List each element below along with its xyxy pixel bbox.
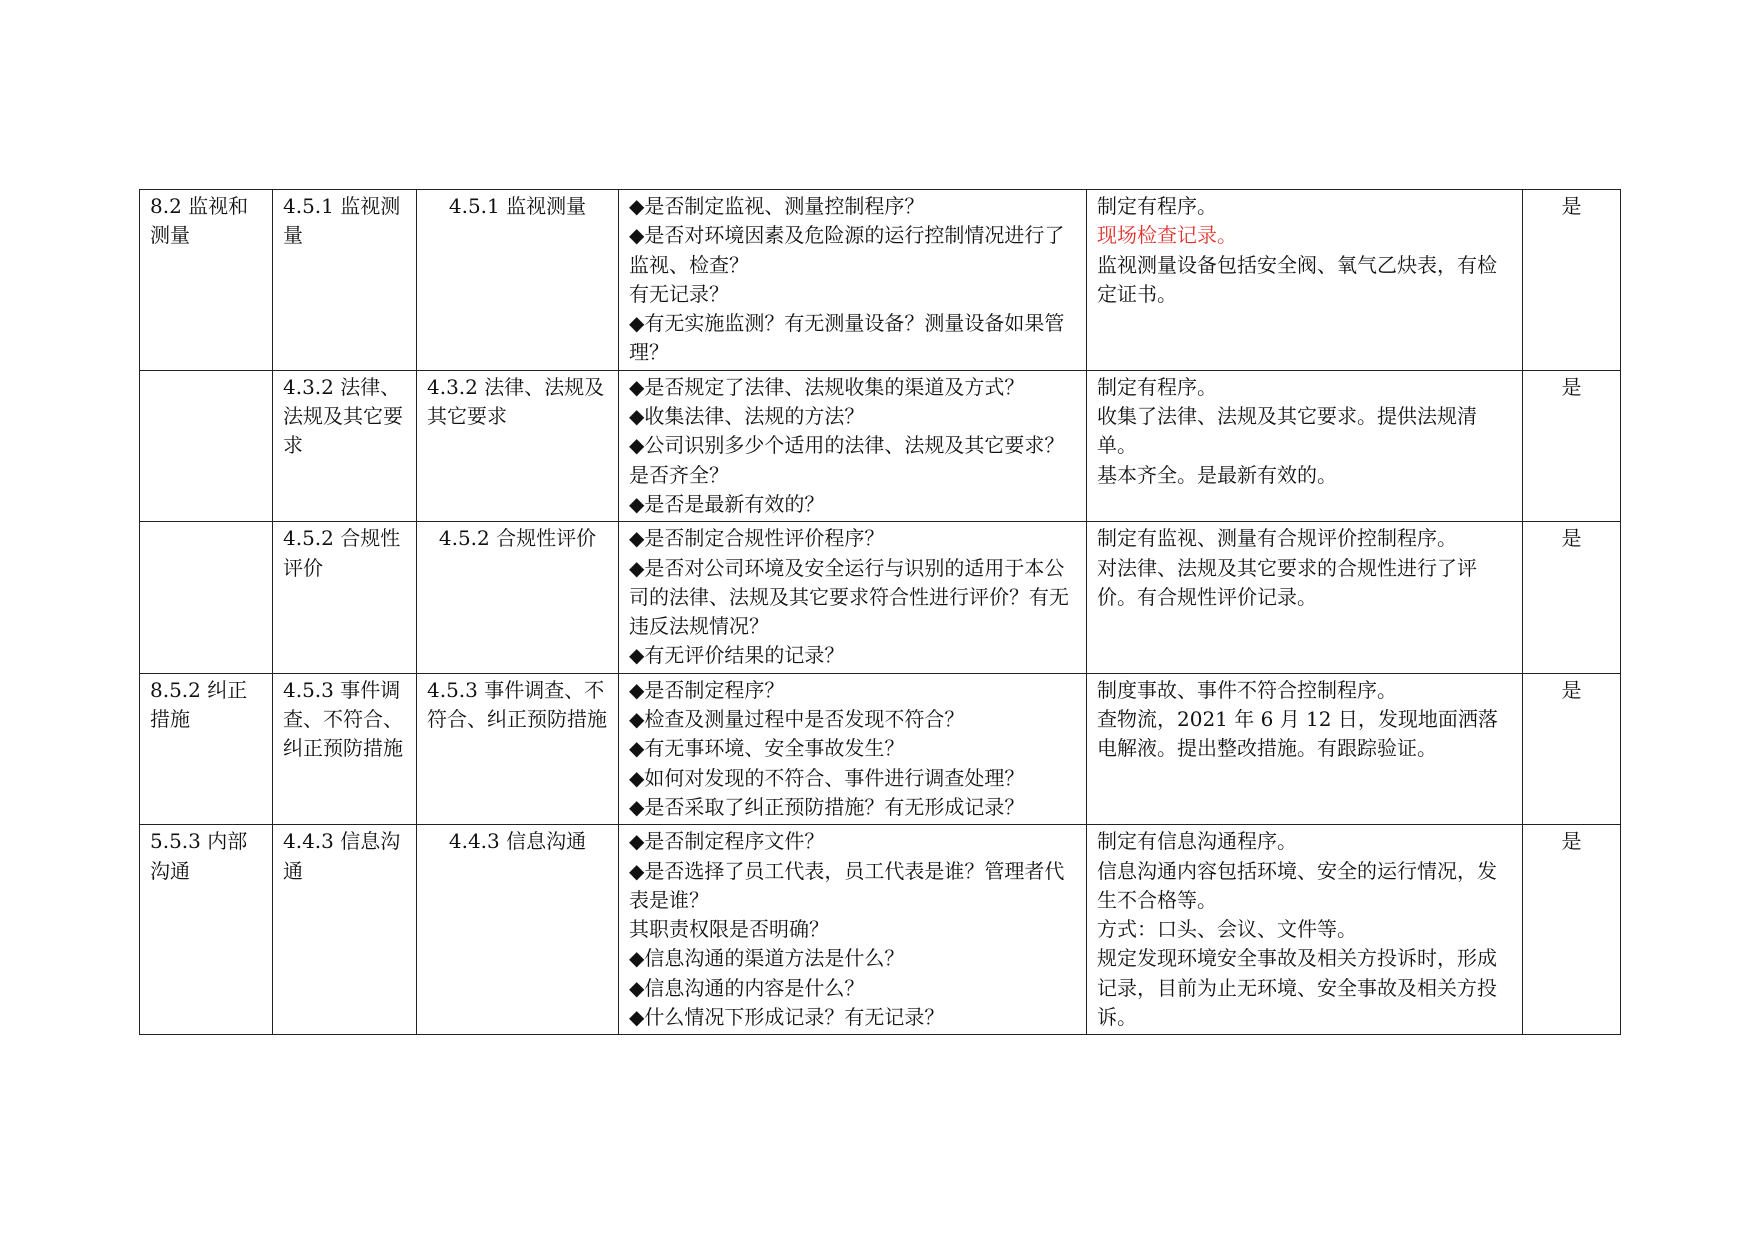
result-cell: 是 (1523, 190, 1621, 371)
standard-clause-cell (273, 370, 417, 521)
standard-clause-cell (273, 522, 417, 673)
result-cell: 是 (1523, 522, 1621, 673)
question-line: ◆是否制定监视、测量控制程序？ (629, 194, 925, 218)
question-line: 其职责权限是否明确？ (629, 917, 829, 942)
question-line: ◆是否制定程序文件？ (629, 829, 825, 854)
question-line: ◆是否是最新有效的？ (629, 491, 825, 516)
finding-line: 制定有信息沟通程序。 (1097, 829, 1297, 854)
standard-clause-cell (273, 825, 417, 1035)
question-line: ◆如何对发现的不符合、事件进行调查处理？ (629, 765, 1025, 790)
finding-line: 收集了法律、法规及其它要求。提供法规清单。 (1097, 404, 1477, 458)
clause-cell (140, 522, 273, 673)
standard-clause-text: 4.5.2 合规性评价 (283, 526, 401, 580)
questions-cell (619, 190, 1087, 371)
audit-item-cell (417, 825, 619, 1035)
finding-line: 查物流，2021 年 6 月 12 日，发现地面洒落电解液。提出整改措施。有跟踪验证。 (1097, 707, 1498, 761)
result-cell: 是 (1523, 673, 1621, 824)
questions-cell (619, 522, 1087, 673)
clause-cell (140, 370, 273, 521)
table-row (140, 825, 1621, 1035)
finding-line: 对法律、法规及其它要求的合规性进行了评价。有合规性评价记录。 (1097, 555, 1477, 609)
question-line: ◆是否对环境因素及危险源的运行控制情况进行了监视、检查？ (629, 223, 1065, 277)
question-line: ◆信息沟通的内容是什么？ (629, 975, 865, 1000)
findings-cell (1087, 190, 1523, 371)
question-line: ◆有无实施监测？有无测量设备？测量设备如果管理？ (629, 311, 1065, 365)
clause-text: 8.2 监视和测量 (150, 194, 249, 248)
audit-item-text: 4.5.3 事件调查、不符合、纠正预防措施 (427, 677, 607, 732)
question-line: ◆是否采取了纠正预防措施？有无形成记录？ (629, 794, 1025, 819)
finding-line: 方式：口头、会议、文件等。 (1097, 917, 1357, 942)
finding-line: 制定有监视、测量有合规评价控制程序。 (1097, 526, 1457, 551)
result-cell: 是 (1523, 825, 1621, 1035)
question-line: ◆是否选择了员工代表，员工代表是谁？管理者代表是谁？ (629, 858, 1065, 912)
question-line: ◆收集法律、法规的方法？ (629, 404, 865, 429)
finding-line: 制度事故、事件不符合控制程序。 (1097, 677, 1397, 702)
audit-item-text: 4.3.2 法律、法规及其它要求 (427, 374, 605, 429)
question-line: ◆什么情况下形成记录？有无记录？ (629, 1005, 945, 1030)
standard-clause-text: 4.5.3 事件调查、不符合、纠正预防措施 (283, 677, 403, 761)
audit-item-cell (417, 522, 619, 673)
finding-line: 信息沟通内容包括环境、安全的运行情况，发生不合格等。 (1097, 858, 1497, 912)
finding-line: 制定有程序。 (1097, 374, 1217, 399)
question-line: ◆是否对公司环境及安全运行与识别的适用于本公司的法律、法规及其它要求符合性进行评价？有无违反法规情况？ (629, 555, 1069, 639)
question-line: ◆有无事环境、安全事故发生？ (629, 736, 905, 761)
findings-cell (1087, 825, 1523, 1035)
finding-line: 基本齐全。是最新有效的。 (1097, 462, 1337, 487)
question-line: ◆信息沟通的渠道方法是什么？ (629, 946, 905, 971)
finding-line-highlighted: 现场检查记录。 (1097, 223, 1237, 248)
audit-item-cell (417, 190, 619, 371)
standard-clause-cell (273, 673, 417, 824)
audit-item-text: 4.5.2 合规性评价 (438, 526, 597, 551)
clause-cell (140, 190, 273, 371)
finding-line: 规定发现环境安全事故及相关方投诉时，形成记录，目前为止无环境、安全事故及相关方投诉。 (1097, 946, 1497, 1030)
audit-checklist-table (139, 189, 1621, 1035)
audit-item-cell (417, 370, 619, 521)
questions-cell (619, 370, 1087, 521)
question-line: ◆公司识别多少个适用的法律、法规及其它要求？是否齐全？ (629, 433, 1065, 487)
table-row (140, 522, 1621, 673)
standard-clause-text: 4.5.1 监视测量 (283, 194, 401, 248)
findings-cell (1087, 673, 1523, 824)
finding-line: 监视测量设备包括安全阀、氧气乙炔表，有检定证书。 (1097, 252, 1497, 306)
question-line: ◆是否制定程序？ (629, 677, 785, 702)
clause-text: 5.5.3 内部沟通 (150, 829, 248, 883)
audit-item-text: 4.4.3 信息沟通 (448, 829, 587, 854)
standard-clause-text: 4.4.3 信息沟通 (283, 829, 401, 883)
clause-cell (140, 673, 273, 824)
clause-text: 8.5.2 纠正措施 (150, 677, 248, 732)
questions-cell (619, 673, 1087, 824)
result-cell: 是 (1523, 370, 1621, 521)
table-row (140, 673, 1621, 824)
questions-cell (619, 825, 1087, 1035)
table-row (140, 190, 1621, 371)
clause-cell (140, 825, 273, 1035)
audit-item-text: 4.5.1 监视测量 (448, 194, 587, 218)
question-line: ◆检查及测量过程中是否发现不符合？ (629, 707, 965, 732)
table-row (140, 370, 1621, 521)
audit-item-cell (417, 673, 619, 824)
question-line: ◆是否制定合规性评价程序？ (629, 526, 885, 551)
standard-clause-cell (273, 190, 417, 371)
question-line: 有无记录？ (629, 281, 729, 306)
question-line: ◆是否规定了法律、法规收集的渠道及方式？ (629, 374, 1025, 399)
finding-line: 制定有程序。 (1097, 194, 1217, 218)
standard-clause-text: 4.3.2 法律、法规及其它要求 (283, 374, 403, 458)
findings-cell (1087, 370, 1523, 521)
question-line: ◆有无评价结果的记录？ (629, 643, 845, 668)
findings-cell (1087, 522, 1523, 673)
